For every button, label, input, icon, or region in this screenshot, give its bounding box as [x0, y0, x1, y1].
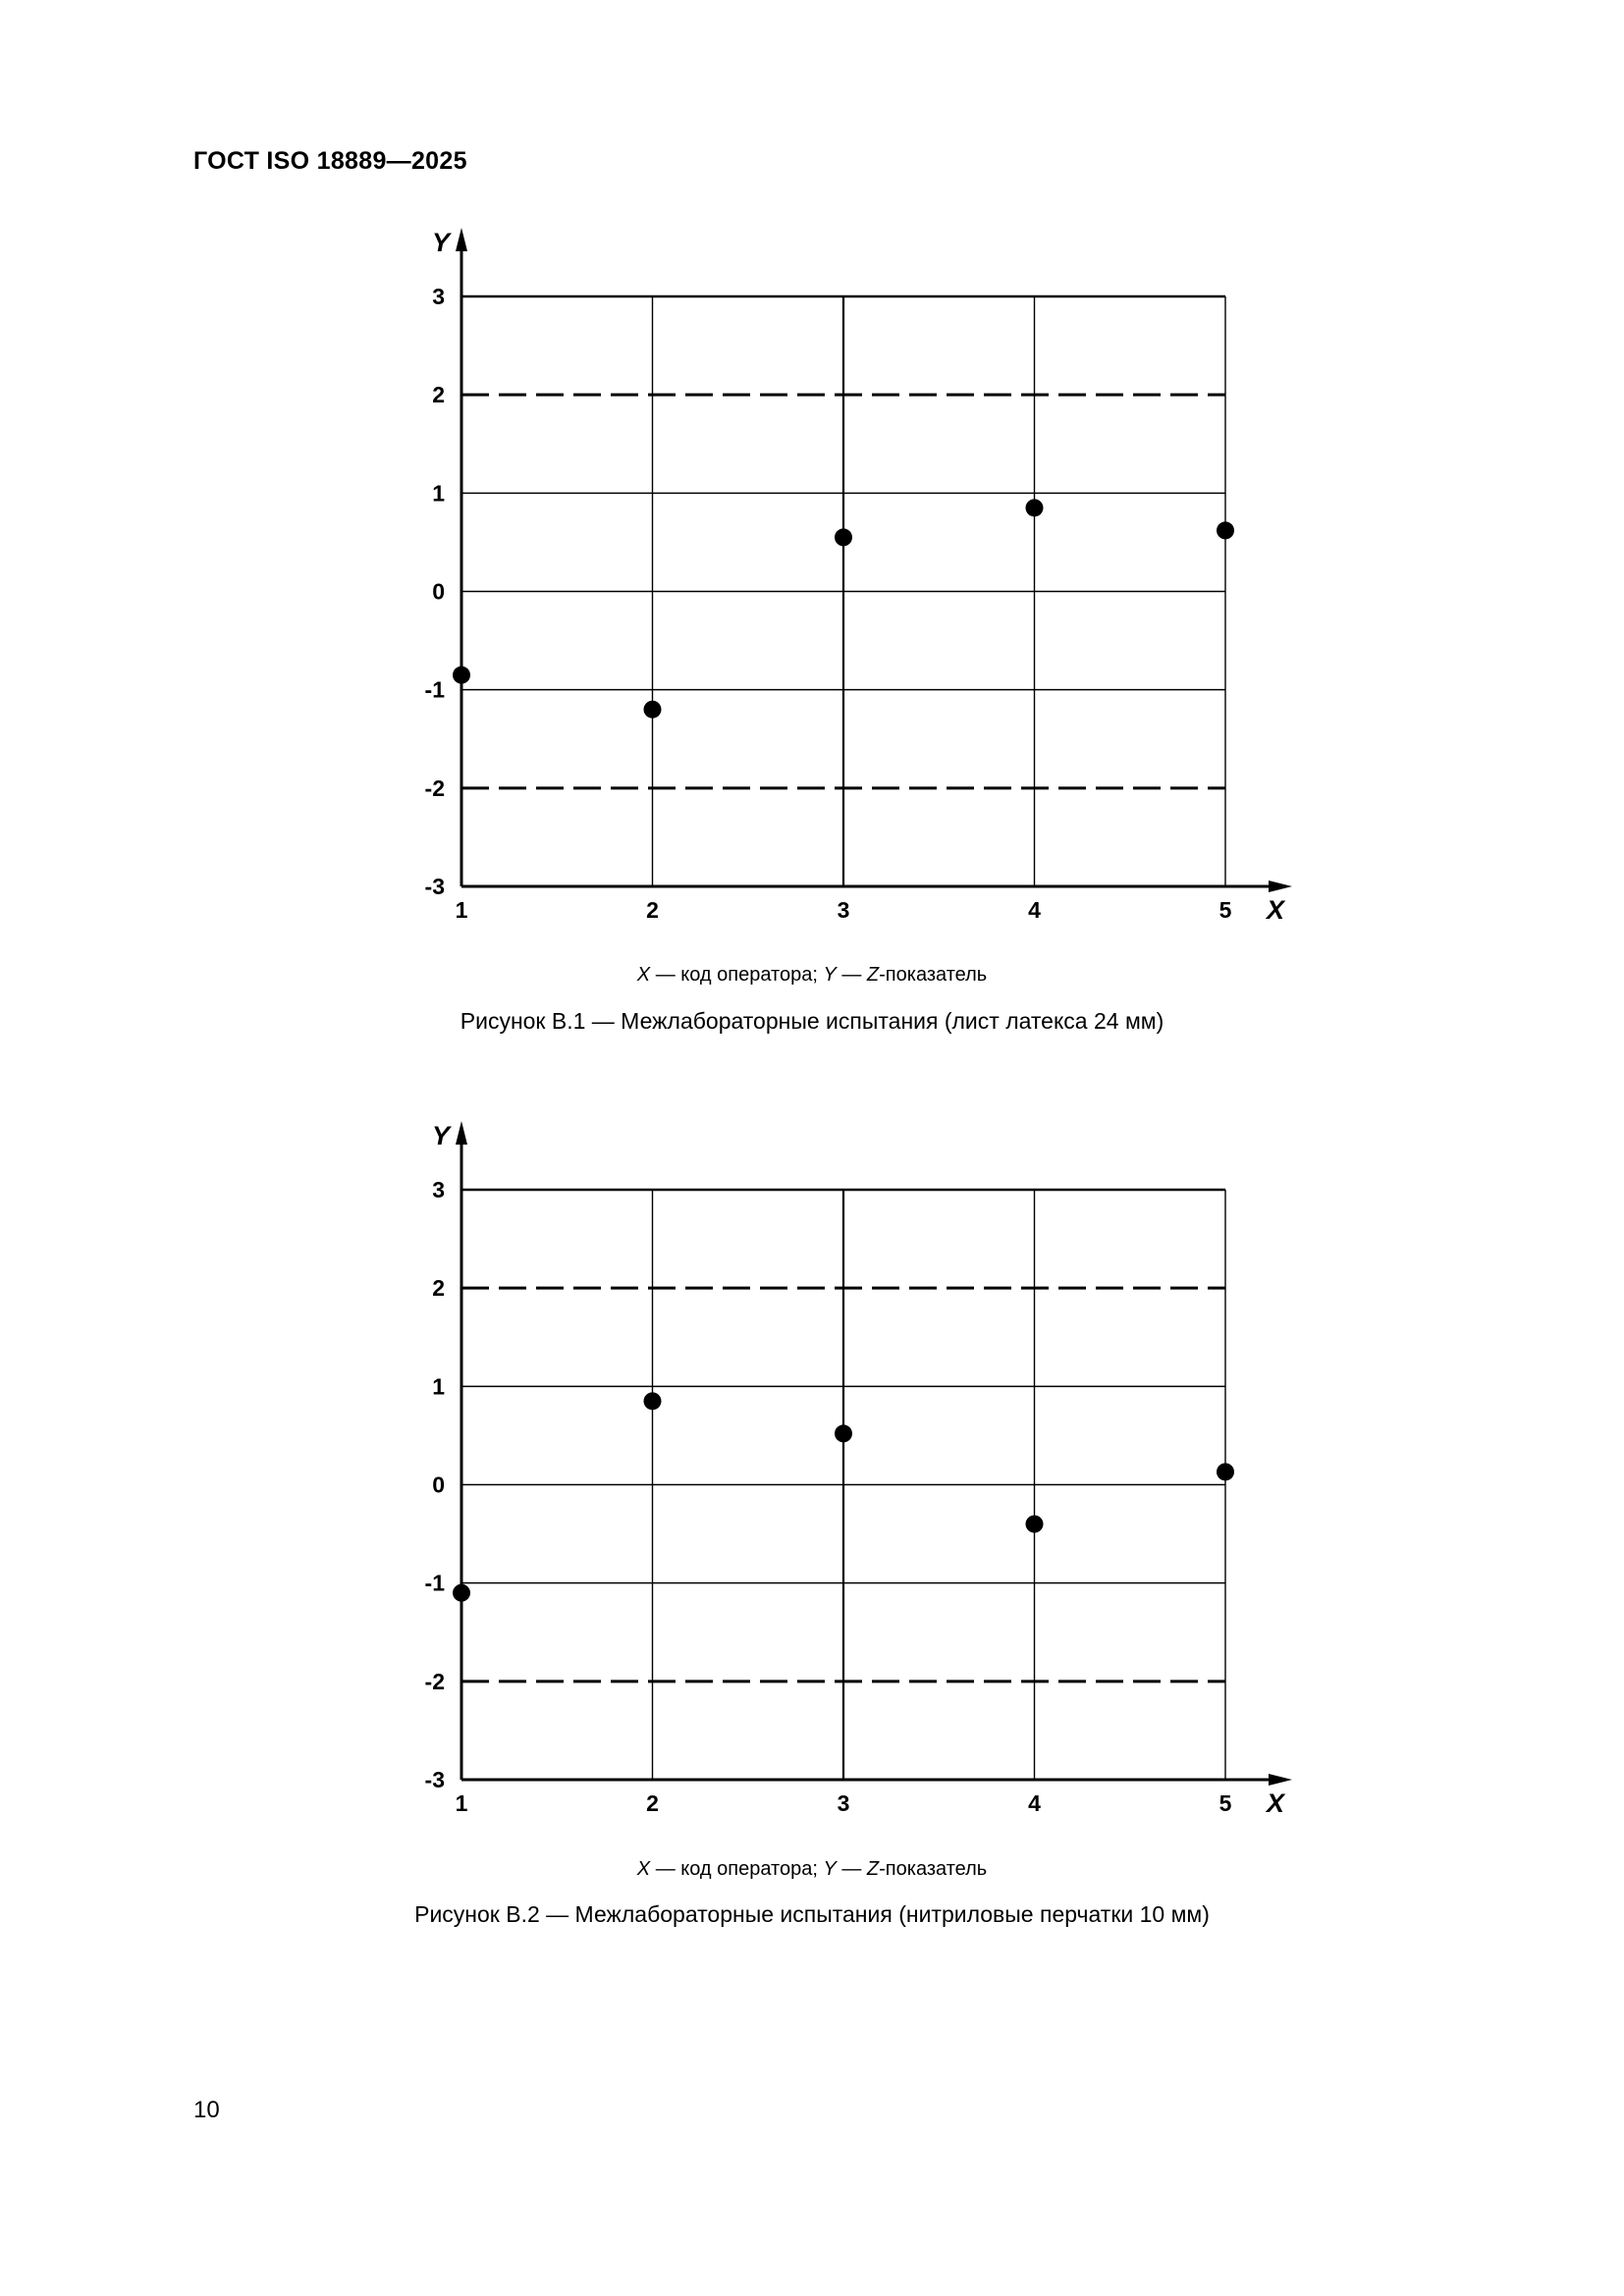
data-point: [1026, 499, 1044, 516]
data-point: [1217, 521, 1234, 539]
legend-x-text: — код оператора;: [650, 964, 824, 986]
legend-z-text: -показатель: [879, 1858, 988, 1880]
y-tick-label: 1: [432, 1373, 445, 1400]
chart-figure-b2: [0, 1109, 1624, 1855]
tick-labels: [425, 228, 1286, 925]
y-tick-label: 3: [432, 1177, 445, 1202]
y-tick-label: 1: [432, 480, 445, 507]
legend-z-text: -показатель: [879, 964, 988, 986]
data-point: [835, 1424, 852, 1442]
y-axis-arrow: [456, 1121, 467, 1145]
legend-z-symbol: Z: [866, 1858, 880, 1880]
x-tick-label: 2: [646, 1790, 659, 1816]
x-tick-label: 4: [1028, 897, 1041, 923]
legend-z-symbol: Z: [866, 964, 880, 986]
x-tick-label: 5: [1218, 1790, 1232, 1816]
data-point: [644, 701, 662, 719]
y-tick-label: 0: [432, 1471, 445, 1498]
y-tick-label: 2: [432, 382, 445, 408]
axes: [456, 228, 1292, 892]
x-tick-label: 3: [837, 1790, 850, 1816]
legend-y-text: —: [836, 1858, 867, 1880]
x-axis-label: X: [1267, 1789, 1285, 1818]
grid: [461, 1190, 1225, 1780]
chart-b2-caption: Рисунок В.2 — Межлабораторные испытания (нитриловые перчатки 10 мм): [414, 1901, 1210, 1927]
x-tick-label: 1: [455, 897, 468, 923]
data-point: [453, 1584, 470, 1602]
chart-b1-legend: [0, 964, 1624, 987]
y-axis-label: Y: [431, 1121, 450, 1150]
data-point: [453, 667, 470, 684]
x-axis-arrow: [1269, 1774, 1292, 1786]
x-tick-label: 4: [1028, 1790, 1041, 1816]
grid: [461, 296, 1225, 886]
y-tick-label: -1: [424, 1570, 445, 1596]
legend-x-text: — код оператора;: [650, 1858, 824, 1880]
y-tick-label: 3: [432, 284, 445, 309]
axes: [456, 1121, 1292, 1786]
legend-y-text: —: [836, 964, 867, 986]
document-header: ГОСТ ISO 18889—2025: [193, 147, 467, 175]
y-tick-label: 0: [432, 578, 445, 605]
legend-y-symbol: Y: [823, 964, 837, 986]
y-axis-arrow: [456, 228, 467, 251]
legend-x-symbol: X: [636, 964, 651, 986]
page-number: 10: [193, 2097, 220, 2123]
chart-figure-b1: [0, 216, 1624, 962]
tick-labels: [425, 1121, 1286, 1818]
data-point: [1217, 1463, 1234, 1480]
x-tick-label: 1: [455, 1790, 468, 1816]
legend-y-symbol: Y: [823, 1858, 837, 1880]
chart-b1-caption: Рисунок В.1 — Межлабораторные испытания (лист латекса 24 мм): [460, 1008, 1164, 1034]
data-point: [835, 528, 852, 546]
legend-x-symbol: X: [636, 1858, 651, 1880]
x-tick-label: 5: [1218, 897, 1232, 923]
data-point: [1026, 1516, 1044, 1533]
y-tick-label: -2: [424, 1668, 445, 1694]
x-axis-label: X: [1267, 895, 1285, 925]
chart-b2-legend: [0, 1858, 1624, 1881]
y-tick-label: -3: [424, 1767, 445, 1792]
y-tick-label: -3: [424, 874, 445, 899]
y-tick-label: -2: [424, 774, 445, 801]
y-tick-label: -1: [424, 676, 445, 703]
data-point: [644, 1392, 662, 1410]
x-tick-label: 2: [646, 897, 659, 923]
x-tick-label: 3: [837, 897, 850, 923]
y-tick-label: 2: [432, 1275, 445, 1302]
x-axis-arrow: [1269, 881, 1292, 892]
y-axis-label: Y: [431, 228, 450, 257]
